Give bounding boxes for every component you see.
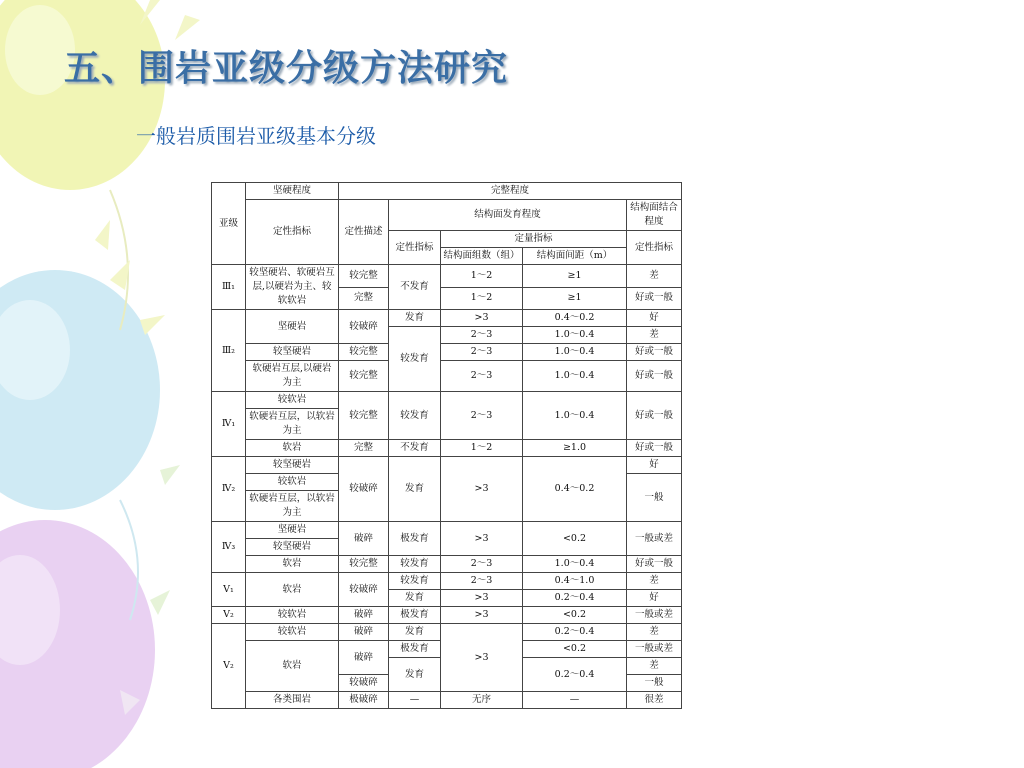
table-cell: 较发育 [389, 556, 441, 573]
slide-subtitle: 一般岩质围岩亚级基本分级 [136, 124, 376, 148]
table-cell: <0.2 [523, 607, 627, 624]
table-cell: 好或一般 [627, 440, 682, 457]
table-cell: <0.2 [523, 522, 627, 556]
light-ray [95, 220, 110, 250]
table-cell: 1.0～0.4 [523, 392, 627, 440]
table-cell: 2～3 [441, 327, 523, 344]
table-cell: 1～2 [441, 440, 523, 457]
table-cell: 好或一般 [627, 392, 682, 440]
table-cell: 较软岩 [246, 392, 339, 409]
table-cell: 1～2 [441, 265, 523, 288]
table-row [212, 573, 682, 590]
table-cell: >3 [441, 590, 523, 607]
table-row [212, 556, 682, 573]
table-row [212, 392, 682, 409]
header-group-count: 结构面组数（组） [441, 248, 523, 265]
table-cell: 较坚硬岩 [246, 457, 339, 474]
table-cell: 破碎 [339, 607, 389, 624]
table-cell: 一般或差 [627, 607, 682, 624]
table-row [212, 692, 682, 709]
table-cell: 较软岩 [246, 624, 339, 641]
table-cell: 1.0～0.4 [523, 327, 627, 344]
table-cell: 1.0～0.4 [523, 361, 627, 392]
table-cell: <0.2 [523, 641, 627, 658]
table-cell: 0.2～0.4 [523, 590, 627, 607]
table-cell: 较软岩 [246, 607, 339, 624]
slide-title: 五、围岩亚级分级方法研究 [64, 48, 509, 89]
subgrade-classification-table [211, 182, 682, 709]
table-cell: 较破碎 [339, 310, 389, 344]
table-cell: 软硬岩互层，以软岩为主 [246, 409, 339, 440]
table-cell: 较破碎 [339, 457, 389, 522]
light-ray [150, 590, 170, 615]
header-integrity: 完整程度 [339, 183, 682, 200]
table-cell: 差 [627, 265, 682, 288]
table-cell: 较破碎 [339, 573, 389, 607]
table-cell: 好或一般 [627, 361, 682, 392]
subgrade-label: Ⅴ₂ [212, 607, 246, 624]
table-row [212, 344, 682, 361]
table-row [212, 607, 682, 624]
table-cell: 较完整 [339, 361, 389, 392]
table-cell: 差 [627, 658, 682, 675]
table-cell: 差 [627, 624, 682, 641]
table-cell: 完整 [339, 440, 389, 457]
table-cell: 软岩 [246, 573, 339, 607]
table-cell: 软硬岩互层,以硬岩为主 [246, 361, 339, 392]
header-struct-comb: 结构面结合程度 [627, 200, 682, 231]
table-cell: 一般 [627, 474, 682, 522]
subgrade-label: Ⅲ₂ [212, 310, 246, 392]
light-ray [175, 15, 200, 40]
table-cell: 极发育 [389, 522, 441, 556]
table-cell: ≥1 [523, 287, 627, 310]
table-cell: 2～3 [441, 392, 523, 440]
subgrade-label: Ⅴ₁ [212, 573, 246, 607]
table-cell: 各类围岩 [246, 692, 339, 709]
table-cell: 0.2～0.4 [523, 624, 627, 641]
subgrade-label: Ⅳ₁ [212, 392, 246, 457]
table-cell: 破碎 [339, 624, 389, 641]
header-qual-desc: 定性描述 [339, 200, 389, 265]
table-cell: 1.0～0.4 [523, 344, 627, 361]
table-cell: 1～2 [441, 287, 523, 310]
header-qual-index: 定性指标 [246, 200, 339, 265]
table-cell: 2～3 [441, 573, 523, 590]
table-cell: 较软岩 [246, 474, 339, 491]
header-subgrade: 亚级 [212, 183, 246, 265]
table-cell: 较破碎 [339, 675, 389, 692]
table-cell: — [389, 692, 441, 709]
classification-table-container [211, 182, 682, 709]
table-cell: ≥1 [523, 265, 627, 288]
table-row [212, 457, 682, 474]
table-cell: 极发育 [389, 607, 441, 624]
table-cell: 较发育 [389, 327, 441, 392]
table-cell: 较发育 [389, 392, 441, 440]
table-cell: ≥1.0 [523, 440, 627, 457]
table-cell: 坚硬岩 [246, 310, 339, 344]
table-cell: 极破碎 [339, 692, 389, 709]
table-cell: 发育 [389, 310, 441, 327]
table-cell: 破碎 [339, 641, 389, 675]
table-row [212, 310, 682, 327]
header-hardness: 坚硬程度 [246, 183, 339, 200]
table-cell: 较坚硬岩 [246, 344, 339, 361]
table-row [212, 440, 682, 457]
table-cell: >3 [441, 310, 523, 327]
header-struct-dev: 结构面发育程度 [389, 200, 627, 231]
table-cell: 差 [627, 573, 682, 590]
table-cell: 0.2～0.4 [523, 658, 627, 692]
table-row [212, 522, 682, 539]
table-cell: 好或一般 [627, 556, 682, 573]
table-cell: 好或一般 [627, 344, 682, 361]
table-cell: 较完整 [339, 344, 389, 361]
header-spacing: 结构面间距（m） [523, 248, 627, 265]
table-cell: 很差 [627, 692, 682, 709]
table-cell: — [523, 692, 627, 709]
table-cell: 完整 [339, 287, 389, 310]
light-ray [160, 465, 180, 485]
table-cell: 较完整 [339, 392, 389, 440]
table-cell: 极发育 [389, 641, 441, 658]
subgrade-label: Ⅳ₃ [212, 522, 246, 573]
table-cell: 2～3 [441, 361, 523, 392]
subgrade-label: Ⅳ₂ [212, 457, 246, 522]
balloon-decoration [0, 0, 200, 768]
table-cell: 好 [627, 457, 682, 474]
table-cell: 一般或差 [627, 641, 682, 658]
table-cell: 好或一般 [627, 287, 682, 310]
subgrade-label: Ⅴ₂ [212, 624, 246, 709]
table-cell: 好 [627, 310, 682, 327]
table-cell: 不发育 [389, 440, 441, 457]
table-cell: 较完整 [339, 265, 389, 288]
header-qual-index3: 定性指标 [627, 231, 682, 265]
header-qual-index2: 定性指标 [389, 231, 441, 265]
table-row [212, 361, 682, 392]
table-cell: 软岩 [246, 641, 339, 692]
table-cell: 软硬岩互层，以软岩为主 [246, 491, 339, 522]
table-cell: 好 [627, 590, 682, 607]
table-cell: 较坚硬岩 [246, 539, 339, 556]
table-cell: 一般或差 [627, 522, 682, 556]
table-cell: 软岩 [246, 556, 339, 573]
table-cell: 0.4～0.2 [523, 457, 627, 522]
table-cell: 0.4～0.2 [523, 310, 627, 327]
table-cell: >3 [441, 624, 523, 692]
table-cell: 一般 [627, 675, 682, 692]
table-cell: 软岩 [246, 440, 339, 457]
table-cell: 破碎 [339, 522, 389, 556]
table-cell: 2～3 [441, 556, 523, 573]
table-cell: 较发育 [389, 573, 441, 590]
table-cell: 发育 [389, 457, 441, 522]
table-header-row [212, 183, 682, 200]
table-cell: 发育 [389, 624, 441, 641]
table-cell: 发育 [389, 658, 441, 692]
table-cell: 发育 [389, 590, 441, 607]
subgrade-label: Ⅲ₁ [212, 265, 246, 310]
table-cell: 坚硬岩 [246, 522, 339, 539]
table-cell: 0.4～1.0 [523, 573, 627, 590]
table-cell: 不发育 [389, 265, 441, 310]
table-cell: 差 [627, 327, 682, 344]
table-cell: >3 [441, 607, 523, 624]
table-cell: 1.0～0.4 [523, 556, 627, 573]
table-row [212, 624, 682, 641]
table-cell: 无序 [441, 692, 523, 709]
table-cell: 2～3 [441, 344, 523, 361]
table-cell: >3 [441, 457, 523, 522]
table-cell: >3 [441, 522, 523, 556]
header-quant-index: 定量指标 [441, 231, 627, 248]
table-cell: 较完整 [339, 556, 389, 573]
rock-hardness-cell: 较坚硬岩、软硬岩互层,以硬岩为主、较软软岩 [246, 265, 339, 310]
table-row [212, 265, 682, 288]
